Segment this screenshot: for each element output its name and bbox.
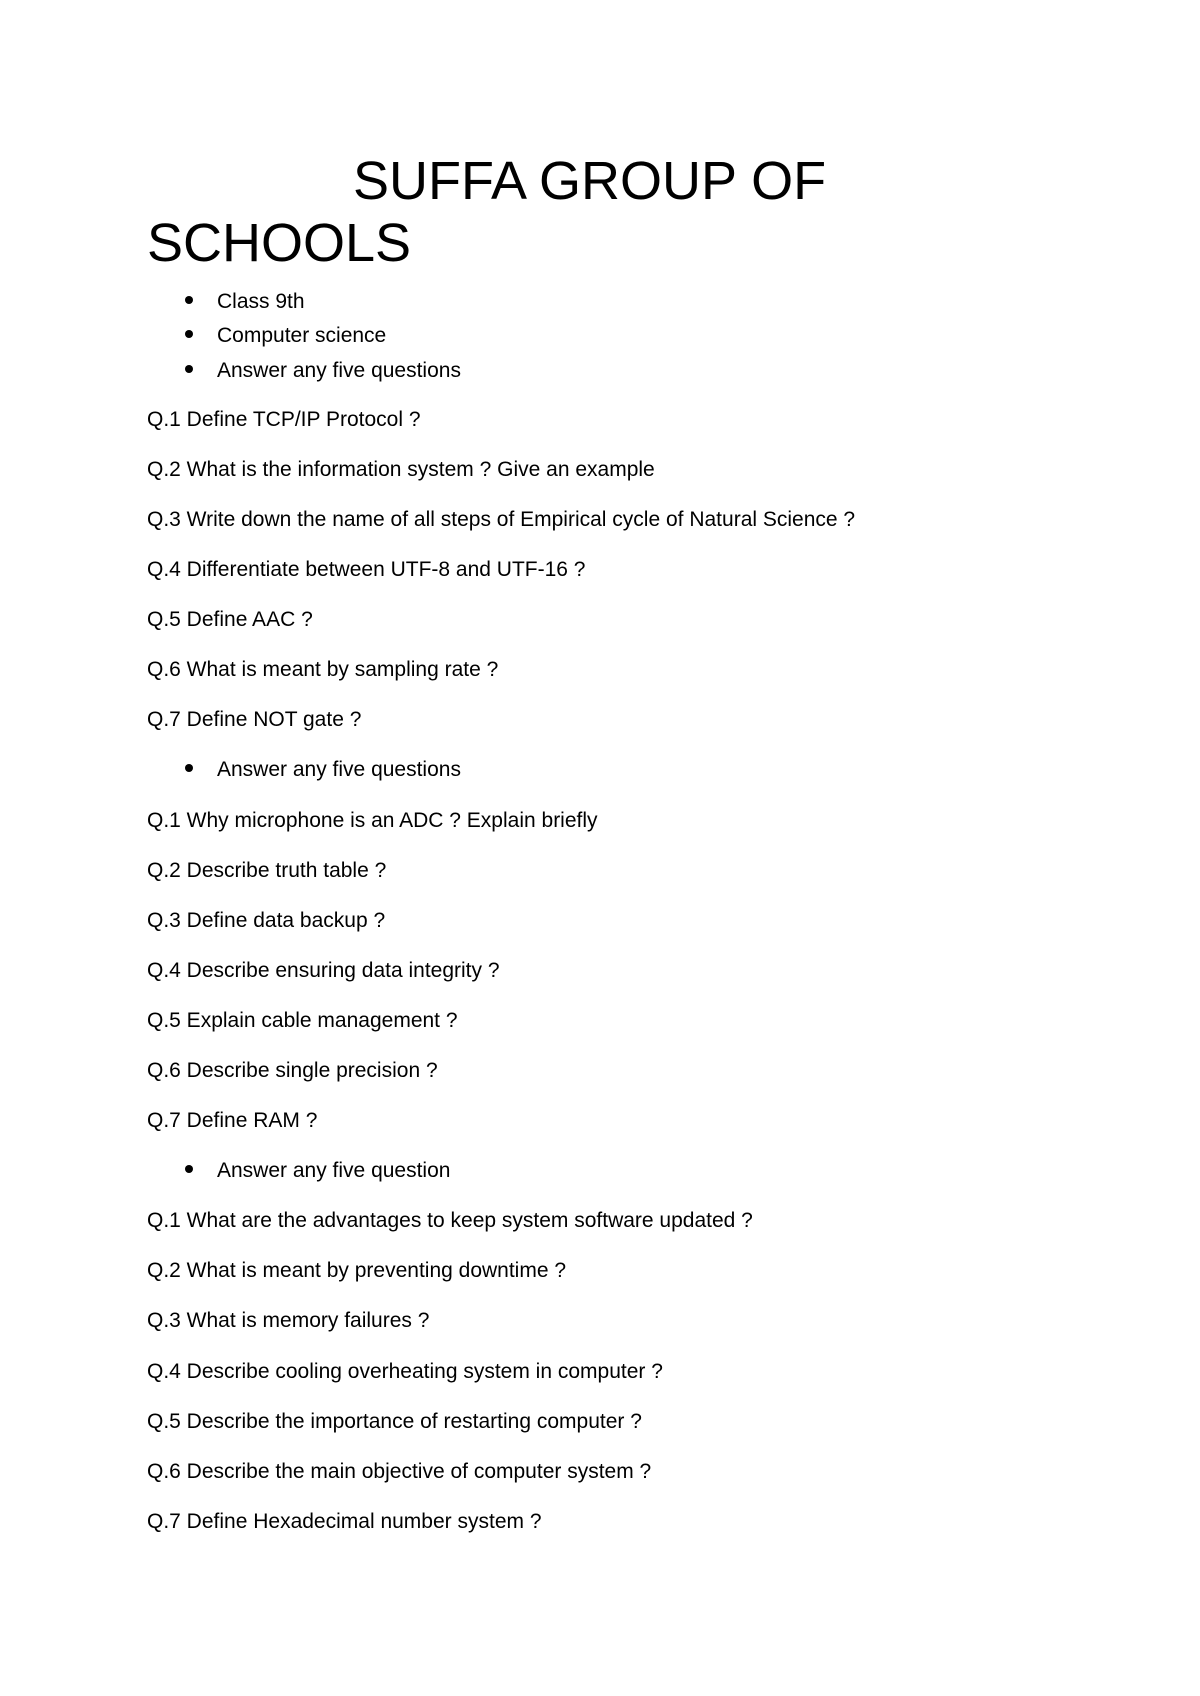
question-item: Q.4 Differentiate between UTF-8 and UTF-16 ? (147, 558, 586, 581)
bullet-icon (185, 365, 193, 373)
info-bullet-class: Class 9th (185, 289, 305, 315)
question-item: Q.5 Describe the importance of restarting computer ? (147, 1410, 642, 1433)
question-item: Q.7 Define RAM ? (147, 1109, 318, 1132)
question-item: Q.2 Describe truth table ? (147, 859, 387, 882)
question-item: Q.6 Describe single precision ? (147, 1059, 438, 1082)
question-item: Q.7 Define Hexadecimal number system ? (147, 1510, 542, 1533)
question-item: Q.5 Define AAC ? (147, 608, 313, 631)
question-item: Q.4 Describe ensuring data integrity ? (147, 959, 500, 982)
info-bullet-subject: Computer science (185, 323, 386, 349)
question-item: Q.4 Describe cooling overheating system in computer ? (147, 1360, 663, 1383)
question-item: Q.1 Why microphone is an ADC ? Explain briefly (147, 809, 598, 832)
question-item: Q.1 What are the advantages to keep system software updated ? (147, 1209, 753, 1232)
section-heading: Answer any five questions (185, 757, 461, 783)
question-item: Q.2 What is the information system ? Give an example (147, 458, 655, 481)
question-item: Q.5 Explain cable management ? (147, 1009, 458, 1032)
section-heading: Answer any five question (185, 1158, 450, 1184)
bullet-icon (185, 330, 193, 338)
question-item: Q.3 What is memory failures ? (147, 1309, 430, 1332)
question-item: Q.1 Define TCP/IP Protocol ? (147, 408, 421, 431)
question-item: Q.3 Define data backup ? (147, 909, 386, 932)
question-item: Q.7 Define NOT gate ? (147, 708, 362, 731)
question-item: Q.3 Write down the name of all steps of Empirical cycle of Natural Science ? (147, 508, 856, 531)
info-bullet-instruction: Answer any five questions (185, 358, 461, 384)
document-title: SUFFA GROUP OF SCHOOLS (147, 151, 827, 273)
question-item: Q.2 What is meant by preventing downtime ? (147, 1259, 567, 1282)
bullet-icon (185, 296, 193, 304)
question-item: Q.6 What is meant by sampling rate ? (147, 658, 499, 681)
question-item: Q.6 Describe the main objective of computer system ? (147, 1460, 652, 1483)
bullet-icon (185, 764, 193, 772)
bullet-icon (185, 1165, 193, 1173)
